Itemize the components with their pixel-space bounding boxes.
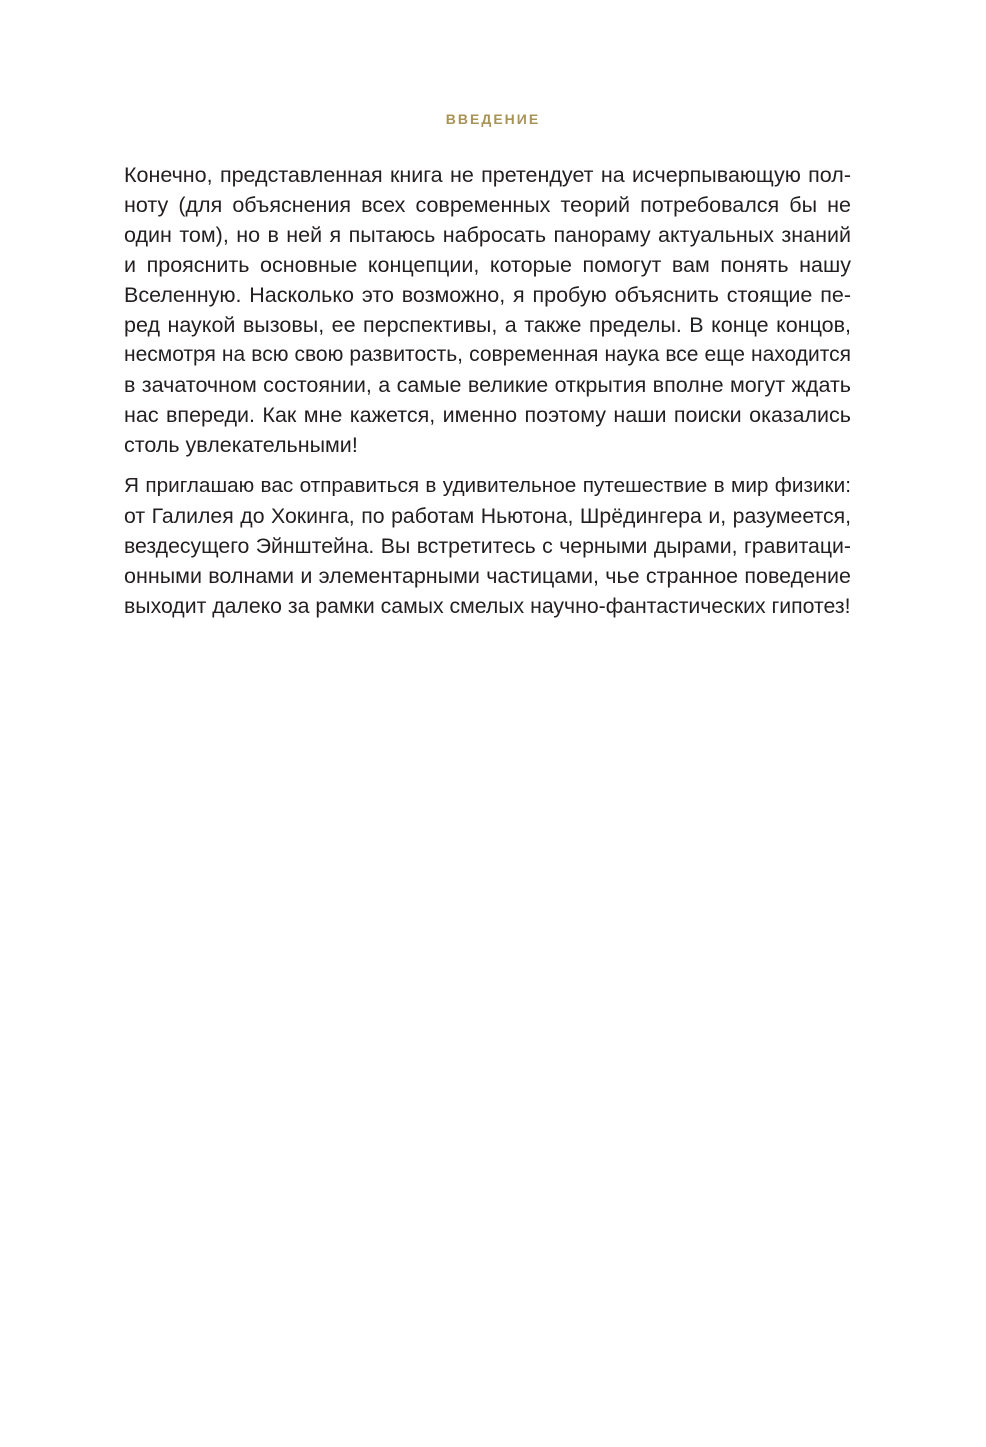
paragraph-2	[124, 471, 851, 621]
text-line: ред наукой вызовы, ее перспективы, а также пределы. В конце концов,	[124, 313, 851, 337]
text-line: от Галилея до Хокинга, по работам Ньютона, Шрёдингера и, разумеется,	[124, 504, 851, 528]
text-line: вездесущего Эйнштейна. Вы встретитесь с черными дырами, гравитаци-	[124, 534, 851, 558]
text-line: Конечно, представленная книга не претендует на исчерпывающую пол-	[124, 163, 851, 187]
text-line: ноту (для объяснения всех современных теорий потребовался бы не	[124, 193, 851, 217]
text-line: Я приглашаю вас отправиться в удивительное путешествие в мир физики:	[124, 474, 851, 497]
text-line: столь увлекательными!	[124, 433, 358, 457]
text-line: выходит далеко за рамки самых смелых научно-фантастических гипотез!	[124, 594, 851, 618]
text-line: Вселенную. Насколько это возможно, я пробую объяснить стоящие пе-	[124, 283, 851, 307]
running-head: ВВЕДЕНИЕ	[445, 111, 541, 127]
text-line: один том), но в ней я пытаюсь набросать панораму актуальных знаний	[124, 223, 851, 247]
paragraph-1	[124, 160, 851, 460]
text-line: онными волнами и элементарными частицами, чье странное поведение	[124, 564, 851, 588]
text-line: нас впереди. Как мне кажется, именно поэтому наши поиски оказались	[124, 403, 851, 427]
text-line: и прояснить основные концепции, которые помогут вам понять нашу	[124, 253, 851, 277]
text-line: в зачаточном состоянии, а самые великие открытия вполне могут ждать	[124, 373, 851, 397]
text-line: несмотря на всю свою развитость, современная наука все еще находится	[124, 343, 851, 366]
body-text	[124, 160, 851, 621]
paragraph-gap	[124, 460, 851, 471]
